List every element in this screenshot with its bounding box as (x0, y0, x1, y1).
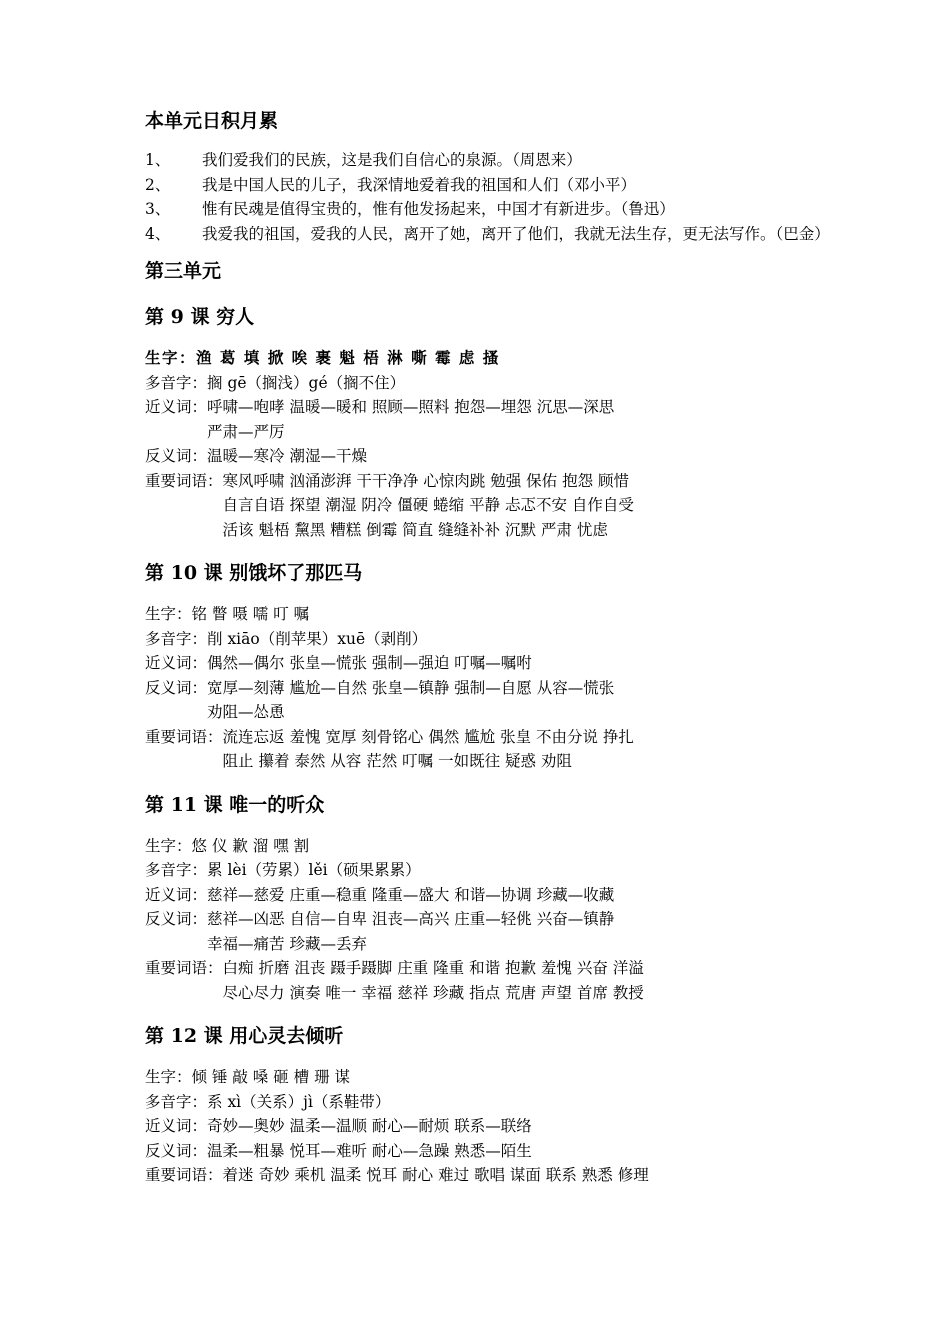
row-line: 奇妙—奥妙 温柔—温顺 耐心—耐烦 联系—联络 (207, 1117, 532, 1135)
synonyms-row (145, 651, 825, 676)
row-label: 反义词： (145, 678, 208, 697)
row-label: 生字： (145, 836, 192, 855)
row-line: 白痴 折磨 沮丧 蹑手蹑脚 庄重 隆重 和谐 抱歉 羞愧 兴奋 洋溢 (222, 959, 644, 977)
quote-item (145, 173, 825, 198)
row-line: 悠 仪 歉 溜 嘿 割 (191, 836, 310, 855)
row-line: 寒风呼啸 汹涌澎湃 干干净净 心惊肉跳 勉强 保佑 抱怨 顾惜 (222, 471, 630, 490)
row-line: 温暖—寒冷 潮湿—干燥 (207, 447, 367, 465)
polyphone-row (145, 371, 825, 396)
quote-text: 我爱我的祖国，爱我的人民，离开了她，离开了他们，我就无法生存，更无法写作。（巴金） (202, 224, 830, 243)
row-label: 反义词： (145, 1141, 208, 1160)
row-line: 劝阻—怂恿 (207, 703, 285, 721)
row-line: 阻止 攥着 泰然 从容 茫然 叮嘱 一如既往 疑惑 劝阻 (222, 752, 572, 770)
row-line: 累 lèi（劳累）lěi（硕果累累） (207, 861, 421, 879)
unit-title: 第三单元 (145, 260, 222, 282)
lesson-title: 第 10 课 别饿坏了那匹马 (145, 562, 363, 584)
row-line: 倾 锤 敲 嗓 砸 槽 珊 谋 (191, 1068, 351, 1086)
document-page (145, 108, 830, 1188)
row-label: 重要词语： (145, 959, 223, 977)
row-line: 慈祥—慈爱 庄重—稳重 隆重—盛大 和谐—协调 珍藏—收藏 (207, 885, 615, 904)
new-characters-row (145, 602, 825, 627)
row-line: 尽心尽力 演奏 唯一 幸福 慈祥 珍藏 指点 荒唐 声望 首席 教授 (222, 983, 644, 1002)
quote-number: 2、 (145, 175, 171, 194)
quote-number: 4、 (145, 224, 171, 243)
row-line: 温柔—粗暴 悦耳—难听 耐心—急躁 熟悉—陌生 (207, 1141, 532, 1160)
lesson-section (145, 304, 825, 542)
synonyms-row (145, 1114, 825, 1139)
row-label: 多音字： (145, 373, 208, 392)
row-line: 渔 葛 填 掀 唉 裹 魁 梧 淋 嘶 霉 虑 搔 (196, 348, 500, 367)
key-words-row (145, 1163, 825, 1188)
row-line: 宽厚—刻薄 尴尬—自然 张皇—镇静 强制—自愿 从容—慌张 (207, 678, 615, 697)
row-label: 重要词语： (145, 1166, 223, 1184)
polyphone-row (145, 627, 825, 652)
new-characters-row (145, 1065, 825, 1090)
row-line: 流连忘返 羞愧 宽厚 刻骨铭心 偶然 尴尬 张皇 不由分说 挣扎 (222, 727, 634, 746)
row-line: 系 xì（关系）jì（系鞋带） (207, 1092, 391, 1111)
antonyms-row (145, 1139, 825, 1164)
quote-item (145, 197, 825, 222)
lesson-section (145, 560, 825, 774)
row-line: 严肃—严厉 (207, 422, 285, 441)
row-line: 幸福—痛苦 珍藏—丢弃 (207, 934, 367, 953)
row-label: 近义词： (145, 885, 208, 904)
row-label: 反义词： (145, 910, 208, 928)
row-label: 生字： (145, 348, 197, 367)
row-label: 重要词语： (145, 727, 223, 746)
row-label: 多音字： (145, 861, 208, 879)
quote-item (145, 222, 830, 247)
row-line: 自言自语 探望 潮湿 阴冷 僵硬 蜷缩 平静 忐忑不安 自作自受 (222, 496, 634, 514)
row-line: 慈祥—凶恶 自信—自卑 沮丧—高兴 庄重—轻佻 兴奋—镇静 (207, 910, 615, 928)
key-words-row (145, 956, 825, 1005)
synonyms-row (145, 883, 825, 908)
quote-text: 我是中国人民的儿子，我深情地爱着我的祖国和人们（邓小平） (202, 175, 637, 194)
key-words-row (145, 469, 825, 543)
row-line: 活该 魁梧 黧黑 糟糕 倒霉 简直 缝缝补补 沉默 严肃 忧虑 (222, 520, 608, 539)
row-line: 呼啸—咆哮 温暖—暖和 照顾—照料 抱怨—埋怨 沉思—深思 (207, 398, 615, 416)
row-label: 重要词语： (145, 471, 223, 490)
lesson-title: 第 9 课 穷人 (145, 306, 255, 328)
row-label: 近义词： (145, 654, 208, 672)
key-words-row (145, 725, 825, 774)
row-label: 生字： (145, 605, 192, 623)
synonyms-row (145, 395, 825, 444)
row-line: 铭 瞥 嗫 嚅 叮 嘱 (191, 605, 310, 623)
lesson-section (145, 1023, 825, 1188)
lesson-section (145, 792, 825, 1006)
row-label: 生字： (145, 1068, 192, 1086)
lesson-title: 第 11 课 唯一的听众 (145, 793, 325, 816)
row-label: 反义词： (145, 447, 208, 465)
row-label: 近义词： (145, 398, 208, 416)
antonyms-row (145, 444, 825, 469)
new-characters-row (145, 834, 825, 859)
row-label: 近义词： (145, 1117, 208, 1135)
row-line: 搁 gē（搁浅）gé（搁不住） (207, 373, 406, 392)
quote-item (145, 148, 825, 173)
quote-number: 3、 (145, 200, 171, 218)
new-characters-row (145, 346, 825, 371)
row-line: 着迷 奇妙 乘机 温柔 悦耳 耐心 难过 歌唱 谋面 联系 熟悉 修理 (222, 1166, 649, 1184)
quote-number: 1、 (145, 151, 171, 169)
lesson-title: 第 12 课 用心灵去倾听 (145, 1025, 344, 1047)
polyphone-row (145, 1090, 825, 1115)
antonyms-row (145, 676, 825, 725)
quote-text: 惟有民魂是值得宝贵的，惟有他发扬起来，中国才有新进步。（鲁迅） (202, 200, 675, 218)
row-label: 多音字： (145, 1092, 208, 1111)
section-title: 本单元日积月累 (145, 110, 279, 132)
quote-list (145, 148, 830, 246)
row-label: 多音字： (145, 629, 208, 648)
row-line: 削 xiāo（削苹果）xuē（剥削） (207, 629, 428, 648)
antonyms-row (145, 907, 825, 956)
row-line: 偶然—偶尔 张皇—慌张 强制—强迫 叮嘱—嘱咐 (207, 654, 532, 672)
quote-text: 我们爱我们的民族，这是我们自信心的泉源。（周恩来） (202, 151, 582, 169)
polyphone-row (145, 858, 825, 883)
